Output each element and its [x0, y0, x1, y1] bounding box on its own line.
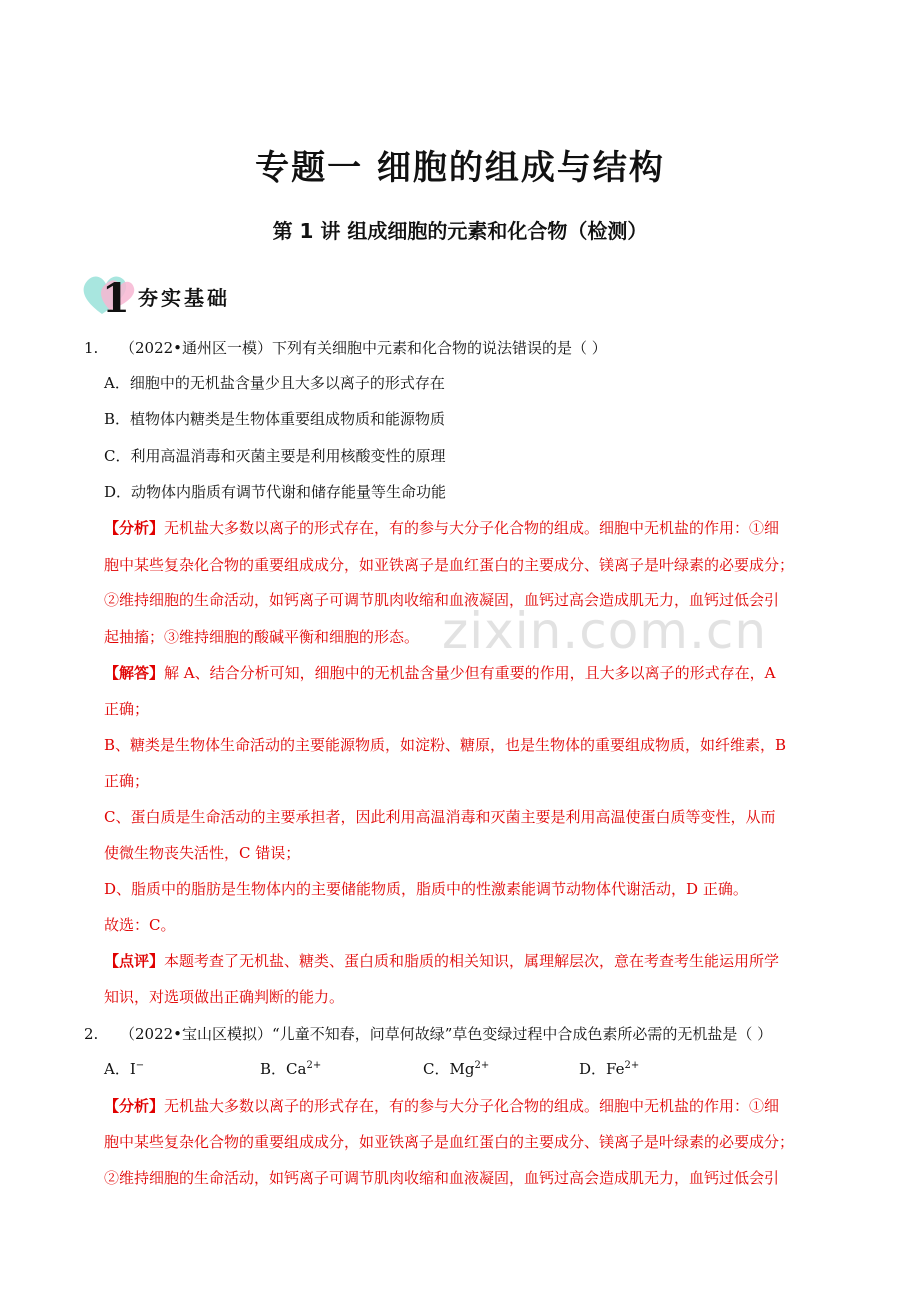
comment-line: 【点评】本题考查了无机盐、糖类、蛋白质和脂质的相关知识，属理解层次，意在考查考生能运用所学	[104, 952, 780, 970]
question-number: 2.	[84, 1025, 99, 1043]
analysis-line: ②维持细胞的生命活动，如钙离子可调节肌肉收缩和血液凝固，血钙过高会造成肌无力，血钙过低会引	[104, 591, 780, 609]
analysis-line: 胞中某些复杂化合物的重要组成成分，如亚铁离子是血红蛋白的主要成分、镁离子是叶绿素的必要成分；	[104, 1133, 795, 1151]
option-a: A．I−	[104, 1060, 145, 1078]
question-number: 1.	[84, 339, 99, 357]
answer-tag: 【解答】	[104, 664, 165, 682]
analysis-line: ②维持细胞的生命活动，如钙离子可调节肌肉收缩和血液凝固，血钙过高会造成肌无力，血钙过低会引	[104, 1169, 780, 1187]
question-2-options	[104, 1059, 639, 1079]
analysis-tag: 【分析】	[104, 519, 165, 537]
answer-line: 故选：C。	[104, 916, 176, 934]
answer-line: B、糖类是生物体生命活动的主要能源物质，如淀粉、糖原，也是生物体的重要组成物质，如纤维素，B	[104, 736, 787, 754]
doc-title: 专题一 细胞的组成与结构	[255, 148, 665, 188]
analysis-line: 起抽搐；③维持细胞的酸碱平衡和细胞的形态。	[104, 628, 420, 646]
doc-subtitle: 第 1 讲 组成细胞的元素和化合物（检测）	[272, 219, 648, 243]
option-c: C．利用高温消毒和灭菌主要是利用核酸变性的原理	[104, 447, 446, 465]
option-d: D．动物体内脂质有调节代谢和储存能量等生命功能	[104, 483, 447, 501]
section-number: 1	[102, 275, 130, 318]
question-2-stem: 2. （2022•宝山区模拟）“儿童不知春，问草何故绿”草色变绿过程中合成色素所必需的无机盐是（ ）	[84, 1025, 773, 1043]
option-b: B．$Ca^{2+}$	[260, 1060, 322, 1078]
watermark: zixin.com.cn	[442, 602, 768, 660]
analysis-line: 胞中某些复杂化合物的重要组成成分，如亚铁离子是血红蛋白的主要成分、镁离子是叶绿素的必要成分；	[104, 556, 795, 574]
section-label: 夯实基础	[138, 286, 230, 310]
answer-line: 使微生物丧失活性，C 错误；	[104, 844, 301, 862]
answer-line: D、脂质中的脂肪是生物体内的主要储能物质，脂质中的性激素能调节动物体代谢活动，D 正确。	[104, 880, 748, 898]
answer-line: 正确；	[104, 700, 150, 718]
section-header	[80, 270, 340, 320]
option-d: D．$Fe^{2+}$	[579, 1060, 640, 1078]
analysis-tag: 【分析】	[104, 1097, 165, 1115]
answer-line: 正确；	[104, 772, 150, 790]
section-heart-icon	[80, 270, 140, 318]
analysis-line: 【分析】无机盐大多数以离子的形式存在，有的参与大分子化合物的组成。细胞中无机盐的作用：①细	[104, 519, 780, 537]
comment-line: 知识，对选项做出正确判断的能力。	[104, 988, 345, 1006]
comment-tag: 【点评】	[104, 952, 165, 970]
answer-line: C、蛋白质是生命活动的主要承担者，因此利用高温消毒和灭菌主要是利用高温使蛋白质等变性，从而	[104, 808, 776, 826]
analysis-line: 【分析】无机盐大多数以离子的形式存在，有的参与大分子化合物的组成。细胞中无机盐的作用：①细	[104, 1097, 780, 1115]
option-a: A．细胞中的无机盐含量少且大多以离子的形式存在	[104, 374, 445, 392]
question-1-stem: 1. （2022•通州区一模）下列有关细胞中元素和化合物的说法错误的是（ ）	[84, 339, 607, 357]
option-c: C．$Mg^{2+}$	[423, 1060, 490, 1078]
option-b: B．植物体内糖类是生物体重要组成物质和能源物质	[104, 410, 446, 428]
answer-line: 【解答】解 A、结合分析可知，细胞中的无机盐含量少但有重要的作用，且大多以离子的形式存在，A	[104, 664, 776, 682]
